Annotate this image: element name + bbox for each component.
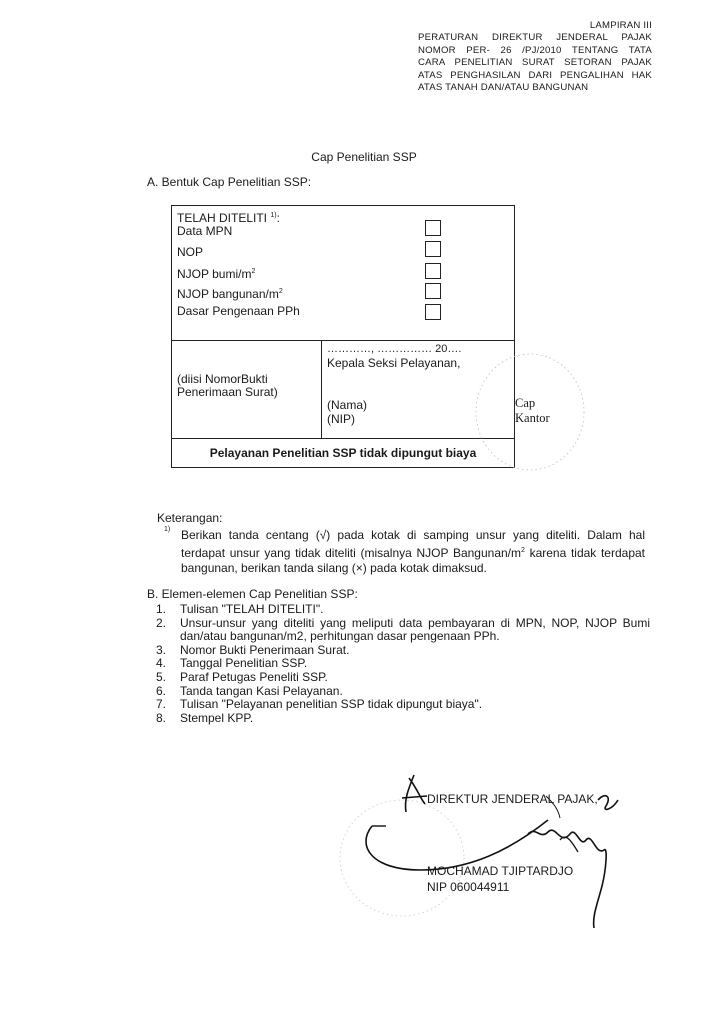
item-njop-bumi: NJOP bumi/$m^2$ xyxy=(177,267,256,281)
section-a-heading: A. Bentuk Cap Penelitian SSP: xyxy=(147,175,312,189)
header-line-4: CARA PENELITIAN SURAT SETORAN PAJAK xyxy=(418,57,652,69)
date-line: …………, …………… 20…. xyxy=(327,343,462,355)
telah-diteliti-label: TELAH DITELITI $^{1)}$: xyxy=(177,211,280,225)
officer-title: Kepala Seksi Pelayanan, xyxy=(327,356,461,370)
stamp-footer: Pelayanan Penelitian SSP tidak dipungut biaya xyxy=(209,446,477,460)
fill-note-line-1: (diisi NomorBukti xyxy=(177,372,268,386)
page-title: Cap Penelitian SSP xyxy=(311,150,417,164)
signatory-title: DIREKTUR JENDERAL PAJAK, xyxy=(427,792,598,806)
header-line-5: ATAS PENGHASILAN DARI PENGALIHAN HAK xyxy=(418,69,652,81)
item-data-mpn: Data MPN xyxy=(177,224,233,238)
notes-heading: Keterangan: xyxy=(157,511,223,525)
list-item: 1. Tulisan "TELAH DITELITI". xyxy=(156,602,324,616)
item-nop: NOP xyxy=(177,245,204,259)
header-line-2: PERATURAN DIREKTUR JENDERAL PAJAK xyxy=(418,32,652,44)
office-stamp-line-1: Cap xyxy=(515,396,536,410)
list-item: 8. Stempel KPP. xyxy=(156,710,254,725)
list-item: 7. Tulisan "Pelayanan penelitian SSP tidak dipungut biaya". xyxy=(156,697,483,712)
signatory-nip: NIP 060044911 xyxy=(427,880,510,894)
header-line-6: ATAS TANAH DAN/ATAU BANGUNAN xyxy=(418,82,589,94)
item-dasar-pengenaan: Dasar Pengenaan PPh xyxy=(177,304,300,318)
name-label: (Nama) xyxy=(327,398,368,412)
item-njop-bangunan: NJOP bangunan/$m^2$ xyxy=(177,287,283,301)
signatory-name: MOCHAMAD TJIPTARDJO xyxy=(427,864,574,878)
list-item: 6. Tanda tangan Kasi Pelayanan. xyxy=(156,683,343,698)
section-b-heading: B. Elemen-elemen Cap Penelitian SSP: xyxy=(147,587,358,601)
list-item: 3. Nomor Bukti Penerimaan Surat. xyxy=(156,642,350,657)
notes-text: Berikan tanda centang (√) pada kotak di samping unsur yang diteliti. Dalam hal terdapat unsur yang tidak diteliti (misalnya NJOP Bangunan/$m^2$ karena tidak terdapat bangunan, berikan tanda silang (×) pada kotak dimaksud. xyxy=(181,528,645,575)
list-item: 5. Paraf Petugas Peneliti SSP. xyxy=(156,669,328,684)
list-item: 4. Tanggal Penelitian SSP. xyxy=(156,656,308,671)
office-stamp-line-2: Kantor xyxy=(515,411,550,425)
list-item: 2. Unsur-unsur yang diteliti yang meliputi data pembayaran di MPN, NOP, NJOP Bumi dan/atau bangunan/m2, perhitungan dasar pengenaan PPh. xyxy=(156,615,650,644)
fill-note-line-2: Penerimaan Surat) xyxy=(177,385,278,399)
nip-label: (NIP) xyxy=(327,412,355,426)
header-line-1: LAMPIRAN III xyxy=(589,20,652,31)
header-line-3: NOMOR PER- 26 /PJ/2010 TENTANG TATA xyxy=(418,44,652,56)
notes-marker: 1) xyxy=(164,526,171,533)
